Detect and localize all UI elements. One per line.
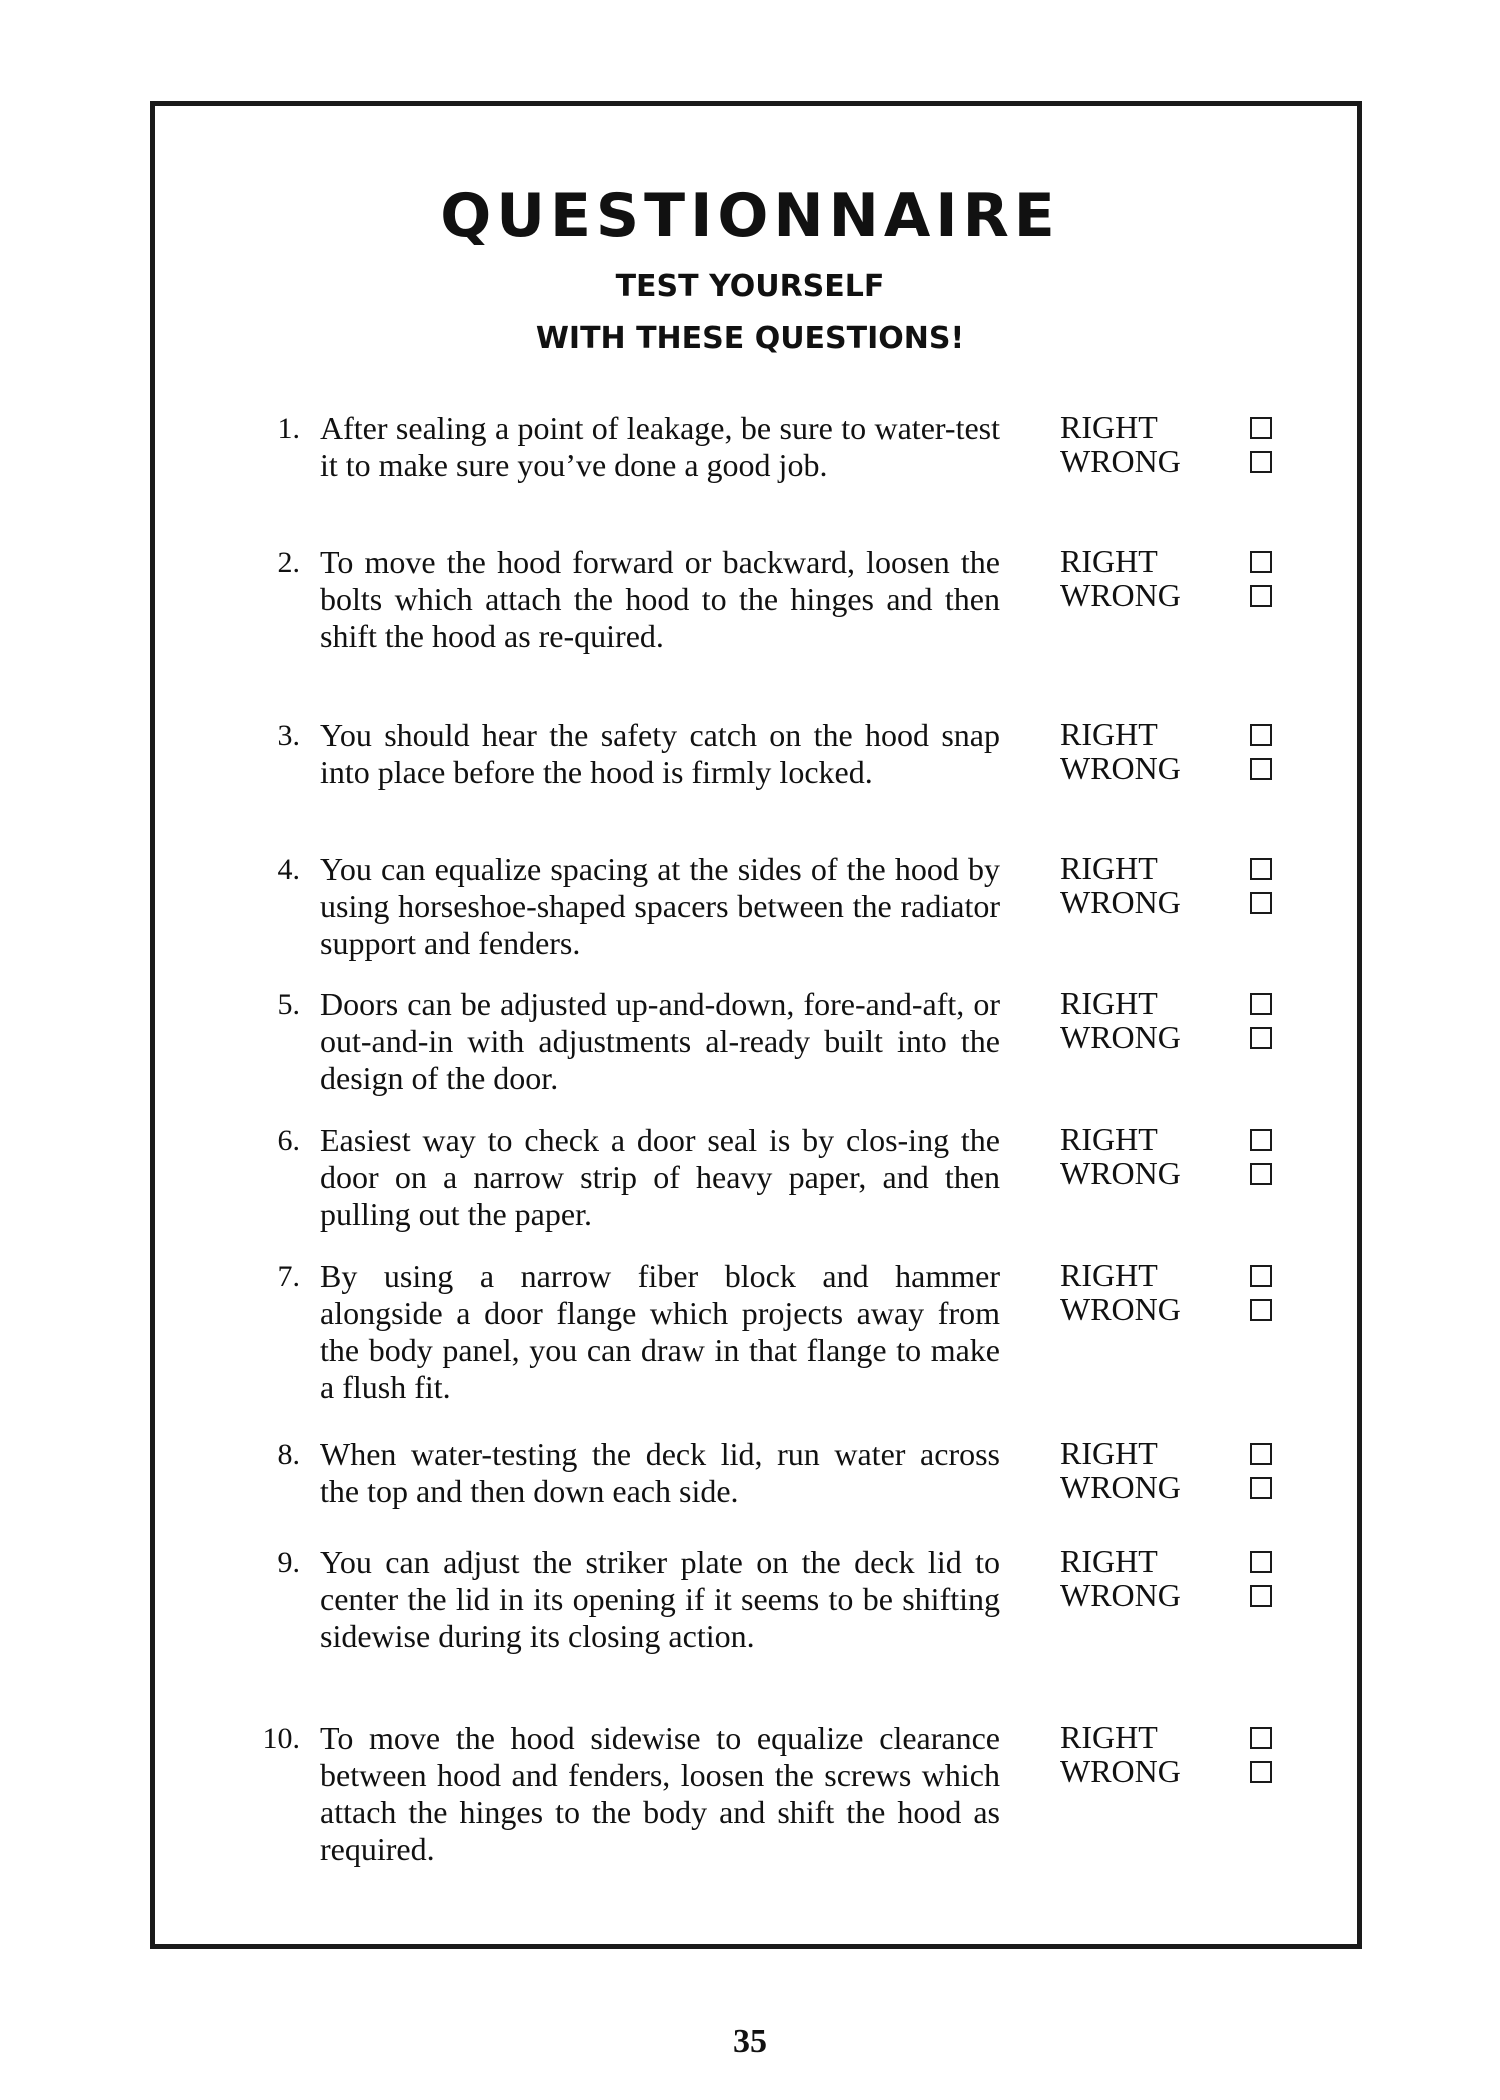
wrong-checkbox[interactable]	[1250, 1585, 1272, 1607]
wrong-label: WRONG	[1060, 884, 1181, 920]
question-number: 4.	[277, 853, 300, 886]
right-label: RIGHT	[1060, 1435, 1158, 1471]
question-number: 3.	[277, 719, 300, 752]
right-option	[1060, 986, 1280, 1020]
answer-options	[1060, 1436, 1280, 1504]
answer-options	[1060, 410, 1280, 478]
wrong-option	[1060, 444, 1280, 478]
wrong-checkbox[interactable]	[1250, 1027, 1272, 1049]
wrong-checkbox[interactable]	[1250, 892, 1272, 914]
question-text: You can equalize spacing at the sides of the hood by using horseshoe-shaped spacers between the radiator support and fenders.	[320, 851, 1000, 961]
wrong-option	[1060, 1020, 1280, 1054]
right-checkbox[interactable]	[1250, 1265, 1272, 1287]
wrong-option	[1060, 885, 1280, 919]
wrong-label: WRONG	[1060, 1155, 1181, 1191]
wrong-label: WRONG	[1060, 1577, 1181, 1613]
question-text: To move the hood sidewise to equalize clearance between hood and fenders, loosen the screws which attach the hinges to the body and shift the hood as required.	[320, 1720, 1000, 1867]
question-text: To move the hood forward or backward, loosen the bolts which attach the hood to the hinges and then shift the hood as re-quired.	[320, 544, 1000, 654]
right-label: RIGHT	[1060, 543, 1158, 579]
question-number: 2.	[277, 546, 300, 579]
wrong-option	[1060, 578, 1280, 612]
right-checkbox[interactable]	[1250, 993, 1272, 1015]
wrong-checkbox[interactable]	[1250, 451, 1272, 473]
subtitle-line-1: TEST YOURSELF	[615, 269, 885, 304]
question-number: 8.	[277, 1438, 300, 1471]
subtitle-line-2: WITH THESE QUESTIONS!	[535, 321, 965, 356]
wrong-option	[1060, 751, 1280, 785]
right-checkbox[interactable]	[1250, 1129, 1272, 1151]
answer-options	[1060, 1544, 1280, 1612]
wrong-checkbox[interactable]	[1250, 1477, 1272, 1499]
right-label: RIGHT	[1060, 1719, 1158, 1755]
right-checkbox[interactable]	[1250, 724, 1272, 746]
right-option	[1060, 544, 1280, 578]
wrong-checkbox[interactable]	[1250, 1761, 1272, 1783]
answer-options	[1060, 1720, 1280, 1788]
wrong-option	[1060, 1754, 1280, 1788]
right-option	[1060, 1436, 1280, 1470]
right-label: RIGHT	[1060, 409, 1158, 445]
wrong-label: WRONG	[1060, 577, 1181, 613]
answer-options	[1060, 1122, 1280, 1190]
wrong-checkbox[interactable]	[1250, 585, 1272, 607]
wrong-label: WRONG	[1060, 750, 1181, 786]
wrong-option	[1060, 1156, 1280, 1190]
question-number: 6.	[277, 1124, 300, 1157]
wrong-label: WRONG	[1060, 1291, 1181, 1327]
wrong-option	[1060, 1470, 1280, 1504]
right-checkbox[interactable]	[1250, 1551, 1272, 1573]
question-number: 1.	[277, 412, 300, 445]
question-number: 5.	[277, 988, 300, 1021]
wrong-label: WRONG	[1060, 1469, 1181, 1505]
right-label: RIGHT	[1060, 1257, 1158, 1293]
question-text: When water-testing the deck lid, run water across the top and then down each side.	[320, 1436, 1000, 1509]
question-text: After sealing a point of leakage, be sure to water-test it to make sure you’ve done a good job.	[320, 410, 1000, 483]
wrong-option	[1060, 1292, 1280, 1326]
answer-options	[1060, 544, 1280, 612]
page-number: 35	[733, 2023, 767, 2060]
question-text: You should hear the safety catch on the hood snap into place before the hood is firmly locked.	[320, 717, 1000, 790]
wrong-label: WRONG	[1060, 1753, 1181, 1789]
question-number: 9.	[277, 1546, 300, 1579]
wrong-label: WRONG	[1060, 443, 1181, 479]
right-label: RIGHT	[1060, 716, 1158, 752]
right-option	[1060, 410, 1280, 444]
question-text: Easiest way to check a door seal is by clos-ing the door on a narrow strip of heavy paper, and then pulling out the paper.	[320, 1122, 1000, 1232]
question-number: 7.	[277, 1260, 300, 1293]
page-title: QUESTIONNAIRE	[440, 181, 1060, 251]
right-checkbox[interactable]	[1250, 1443, 1272, 1465]
right-option	[1060, 1720, 1280, 1754]
question-text: By using a narrow fiber block and hammer alongside a door flange which projects away from the body panel, you can draw in that flange to make a flush fit.	[320, 1258, 1000, 1405]
right-option	[1060, 1122, 1280, 1156]
right-option	[1060, 1544, 1280, 1578]
right-option	[1060, 1258, 1280, 1292]
right-label: RIGHT	[1060, 1121, 1158, 1157]
answer-options	[1060, 717, 1280, 785]
right-label: RIGHT	[1060, 850, 1158, 886]
wrong-label: WRONG	[1060, 1019, 1181, 1055]
right-option	[1060, 851, 1280, 885]
right-checkbox[interactable]	[1250, 551, 1272, 573]
answer-options	[1060, 851, 1280, 919]
right-option	[1060, 717, 1280, 751]
wrong-checkbox[interactable]	[1250, 1163, 1272, 1185]
right-label: RIGHT	[1060, 985, 1158, 1021]
answer-options	[1060, 1258, 1280, 1326]
right-label: RIGHT	[1060, 1543, 1158, 1579]
right-checkbox[interactable]	[1250, 417, 1272, 439]
answer-options	[1060, 986, 1280, 1054]
question-number: 10.	[262, 1722, 300, 1755]
wrong-checkbox[interactable]	[1250, 1299, 1272, 1321]
right-checkbox[interactable]	[1250, 1727, 1272, 1749]
wrong-checkbox[interactable]	[1250, 758, 1272, 780]
question-text: You can adjust the striker plate on the deck lid to center the lid in its opening if it seems to be shifting sidewise during its closing action.	[320, 1544, 1000, 1654]
wrong-option	[1060, 1578, 1280, 1612]
right-checkbox[interactable]	[1250, 858, 1272, 880]
question-text: Doors can be adjusted up-and-down, fore-and-aft, or out-and-in with adjustments al-ready built into the design of the door.	[320, 986, 1000, 1096]
